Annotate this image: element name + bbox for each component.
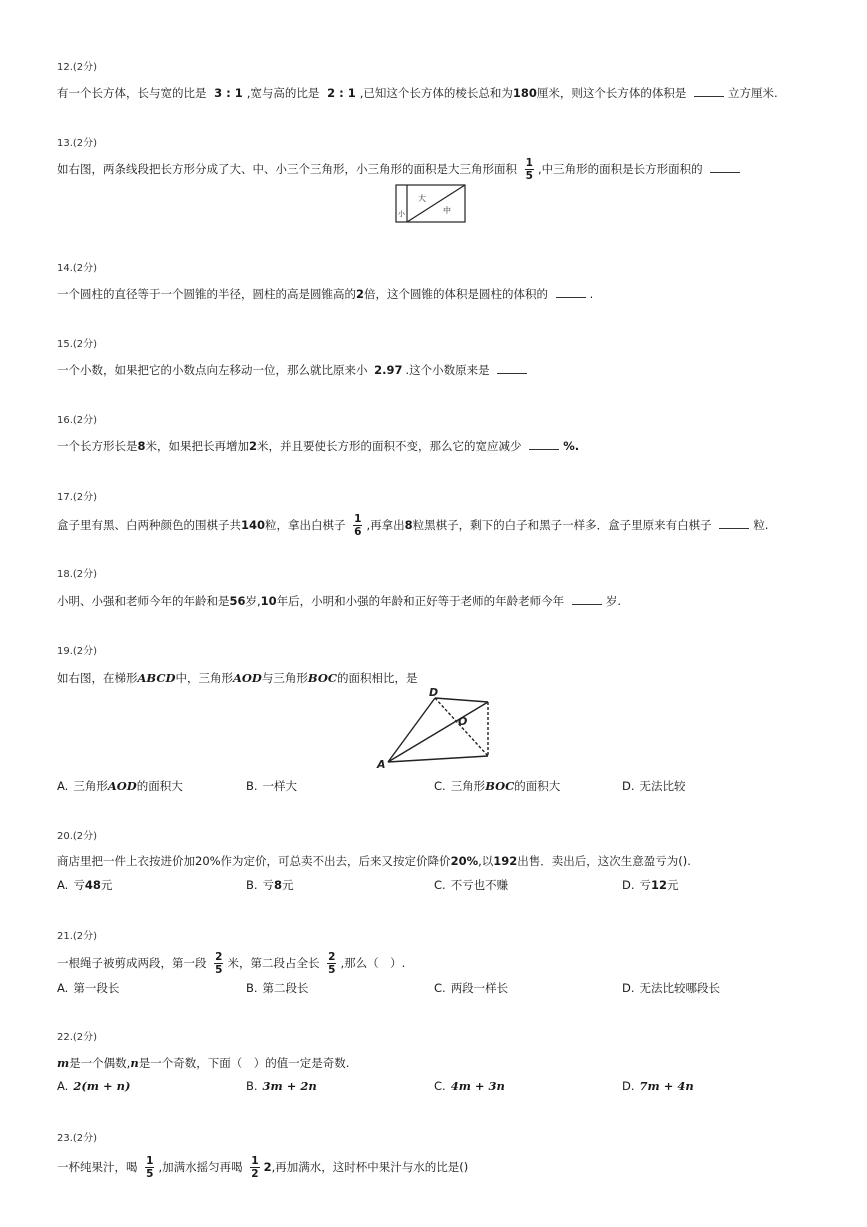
q22-option-c[interactable]: C. 4m + 3n <box>434 1079 505 1093</box>
fraction: $\frac{1}{5}$ <box>146 1155 154 1180</box>
question-23-number: 23.(2分) <box>57 1133 98 1144</box>
question-22-text: m是一个偶数,n是一个奇数，下面（ ）的值一定是奇数. <box>57 1056 350 1070</box>
answer-blank[interactable] <box>710 162 740 173</box>
question-18-text: 小明、小强和老师今年的年龄和是56岁,10年后，小明和小强的年龄和正好等于老师的年龄老师今年 岁. <box>57 594 621 608</box>
q22-option-a[interactable]: A. 2(m + n) <box>57 1079 131 1093</box>
q20-option-c[interactable]: C. 不亏也不赚 <box>434 878 509 892</box>
question-20-text: 商店里把一件上衣按进价加20%作为定价，可总卖不出去，后来又按定价降价20%,以192出售．卖出后，这次生意盈亏为(). <box>57 854 691 868</box>
label-small: 小 <box>398 210 405 218</box>
q22-option-b[interactable]: B. 3m + 2n <box>246 1079 317 1093</box>
question-21-text: 一根绳子被剪成两段，第一段 $\frac{2}{5}$ 米，第二段占全长 $\frac{2}{5}$ ,那么（ ）. <box>57 951 406 976</box>
q19-option-d[interactable]: D. 无法比较 <box>622 779 686 793</box>
question-18-number: 18.(2分) <box>57 569 98 580</box>
label-d: D <box>429 686 439 699</box>
fraction: $\frac{1}{2}$ <box>251 1155 259 1180</box>
question-23-text: 一杯纯果汁，喝 $\frac{1}{5}$ ,加满水摇匀再喝 $\frac{1}{2}$ 2,再加满水，这时杯中果汁与水的比是() <box>57 1155 469 1180</box>
question-19-text: 如右图，在梯形ABCD中，三角形AOD与三角形BOC的面积相比，是 <box>57 671 418 685</box>
answer-blank[interactable] <box>694 86 724 97</box>
question-13-number: 13.(2分) <box>57 138 98 149</box>
trapezoid-figure <box>375 686 495 772</box>
answer-blank[interactable] <box>572 594 602 605</box>
question-16-number: 16.(2分) <box>57 415 98 426</box>
q21-option-b[interactable]: B. 第二段长 <box>246 981 309 995</box>
q21-option-d[interactable]: D. 无法比较哪段长 <box>622 981 721 995</box>
question-13-text: 如右图，两条线段把长方形分成了大、中、小三个三角形，小三角形的面积是大三角形面积 $\frac{1}{5}$ ,中三角形的面积是长方形面积的 <box>57 158 744 181</box>
fraction: $\frac{2}{5}$ <box>328 951 336 976</box>
q22-option-d[interactable]: D. 7m + 4n <box>622 1079 694 1093</box>
question-19-number: 19.(2分) <box>57 646 98 657</box>
question-22-number: 22.(2分) <box>57 1032 98 1043</box>
answer-blank[interactable] <box>719 518 749 529</box>
question-15-text: 一个小数，如果把它的小数点向左移动一位，那么就比原来小 2.97 .这个小数原来是 <box>57 362 531 378</box>
label-a: A <box>377 758 386 771</box>
fraction: $\frac{1}{5}$ <box>525 157 533 182</box>
q20-option-d[interactable]: D. 亏12元 <box>622 878 679 892</box>
q20-option-a[interactable]: A. 亏48元 <box>57 878 113 892</box>
question-20-number: 20.(2分) <box>57 831 98 842</box>
q21-option-c[interactable]: C. 两段一样长 <box>434 981 509 995</box>
question-17-text: 盒子里有黑、白两种颜色的围棋子共140粒，拿出白棋子 $\frac{1}{6}$ ,再拿出8粒黑棋子，剩下的白子和黑子一样多．盒子里原来有白棋子 粒. <box>57 513 769 538</box>
q20-option-b[interactable]: B. 亏8元 <box>246 878 294 892</box>
label-big: 大 <box>418 194 426 203</box>
answer-blank[interactable] <box>497 363 527 374</box>
label-mid: 中 <box>443 206 451 215</box>
question-12-number: 12.(2分) <box>57 62 98 73</box>
question-21-number: 21.(2分) <box>57 931 98 942</box>
question-14-text: 一个圆柱的直径等于一个圆锥的半径，圆柱的高是圆锥高的2倍，这个圆锥的体积是圆柱的体积的 . <box>57 287 594 301</box>
rectangle-triangles-figure <box>393 183 468 225</box>
q19-option-c[interactable]: C. 三角形BOC的面积大 <box>434 779 561 793</box>
question-15-number: 15.(2分) <box>57 339 98 350</box>
q19-option-b[interactable]: B. 一样大 <box>246 779 298 793</box>
q21-option-a[interactable]: A. 第一段长 <box>57 981 120 995</box>
question-17-number: 17.(2分) <box>57 492 98 503</box>
answer-blank[interactable] <box>529 439 559 450</box>
q19-option-a[interactable]: A. 三角形AOD的面积大 <box>57 779 183 793</box>
question-16-text: 一个长方形长是8米，如果把长再增加2米，并且要使长方形的面积不变，那么它的宽应减少 %. <box>57 439 580 453</box>
question-12-text: 有一个长方体，长与宽的比是 3 : 1 ,宽与高的比是 2 : 1 ,已知这个长方体的棱长总和为180厘米，则这个长方体的体积是 立方厘米. <box>57 86 778 100</box>
label-o: O <box>458 715 468 728</box>
question-14-number: 14.(2分) <box>57 263 98 274</box>
answer-blank[interactable] <box>556 287 586 298</box>
fraction: $\frac{1}{6}$ <box>354 513 362 538</box>
fraction: $\frac{2}{5}$ <box>215 951 223 976</box>
